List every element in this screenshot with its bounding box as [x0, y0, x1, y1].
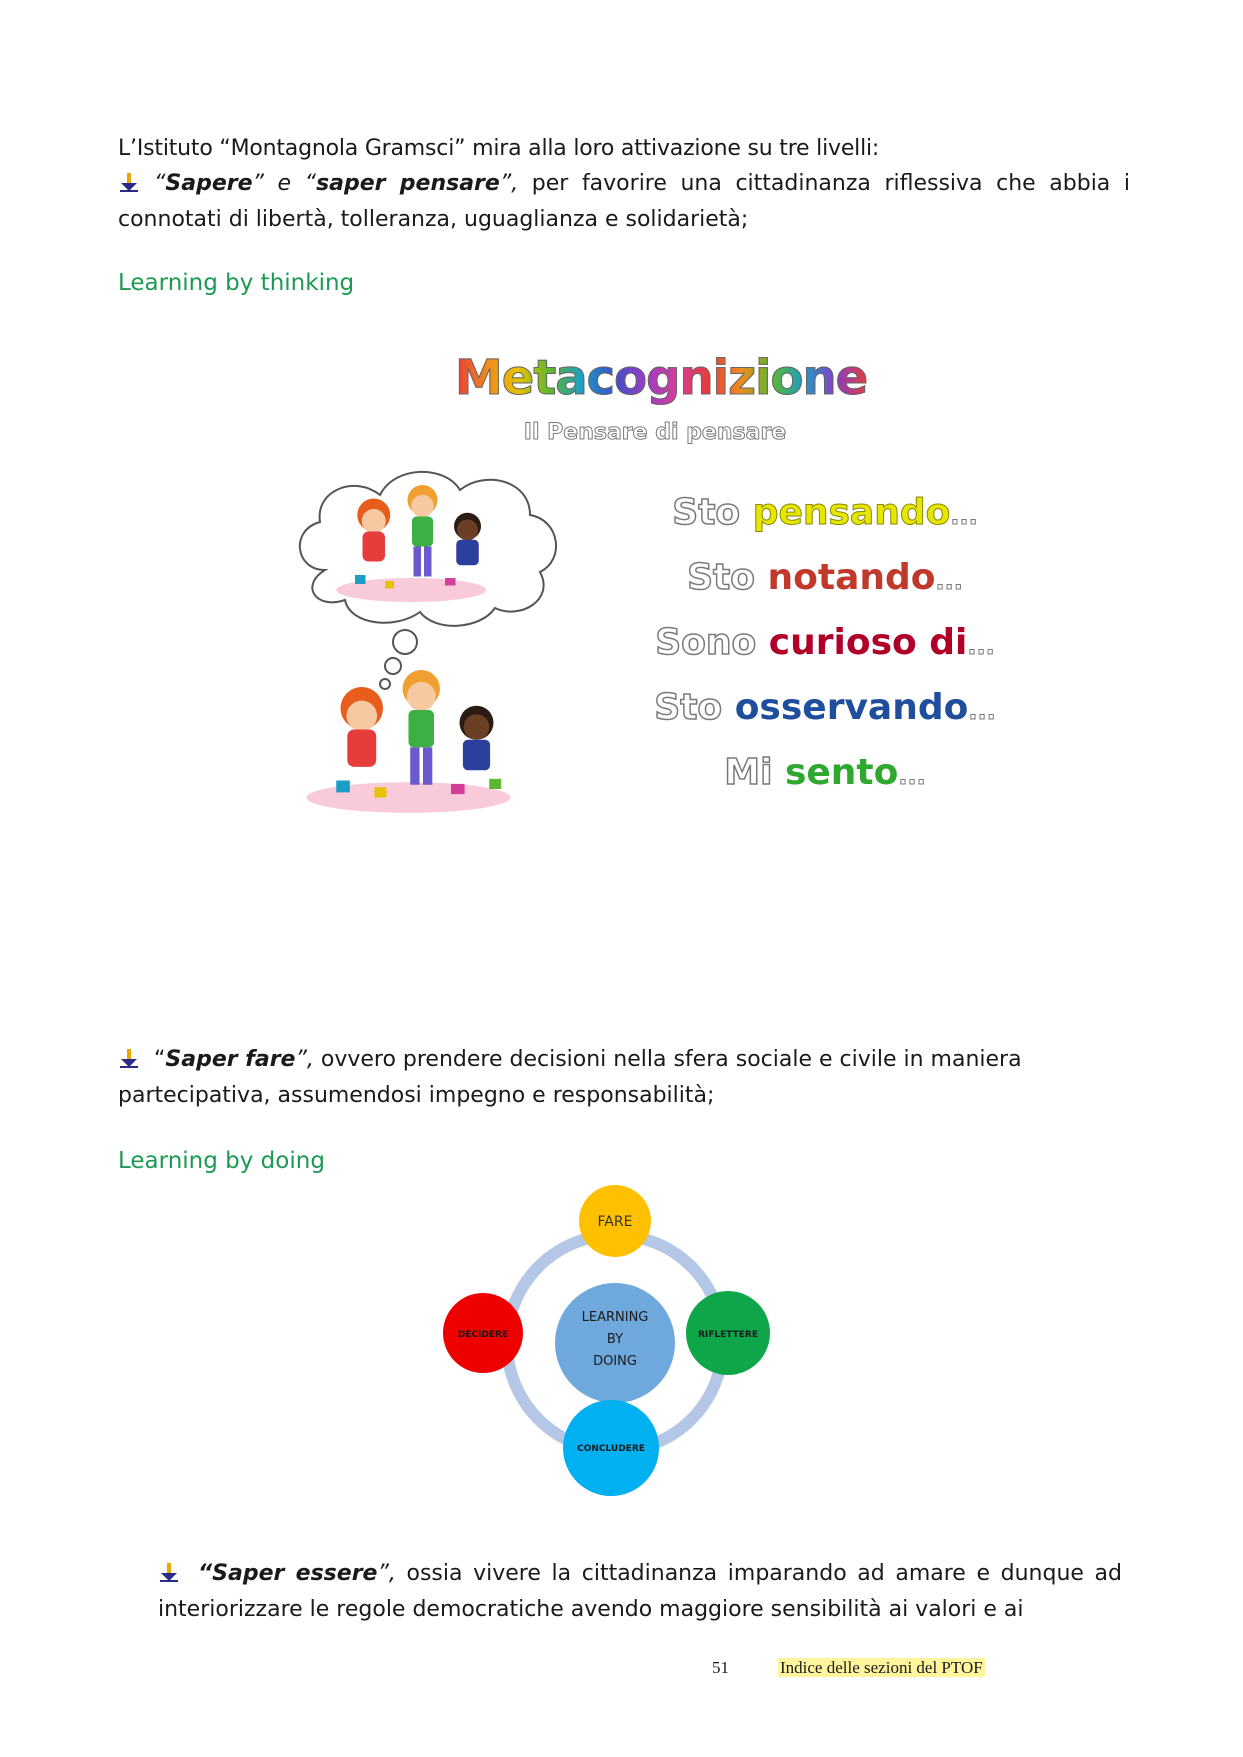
learning-by-doing-diagram: [440, 1185, 790, 1505]
heading-learning-by-doing: Learning by doing: [118, 1148, 325, 1174]
cycle-node-riflettere: [686, 1291, 770, 1375]
term-saper-pensare: saper pensare: [316, 171, 500, 196]
phrase-sento: Mi sento...: [724, 752, 926, 793]
page-number: 51: [712, 1658, 729, 1677]
cycle-node-fare: [579, 1185, 651, 1257]
arrow-bullet-icon: [118, 1047, 140, 1069]
toc-link-label[interactable]: Indice delle sezioni del PTOF: [780, 1658, 983, 1677]
cycle-center: [555, 1283, 675, 1403]
arrow-bullet-icon: [158, 1561, 180, 1583]
bullet-sapere: “Sapere” e “saper pensare”, per favorire una cittadinanza riflessiva che abbia i connotati di libertà, tolleranza, uguaglianza e solidarietà;: [118, 171, 1130, 232]
svg-text:LEARNING: LEARNING: [581, 1310, 649, 1325]
svg-text:FARE: FARE: [597, 1214, 633, 1230]
term-saper-fare: Saper fare: [165, 1047, 296, 1072]
phrase-pensando: Sto pensando...: [672, 492, 978, 533]
arrow-bullet-icon: [118, 171, 140, 193]
cycle-node-concludere: [563, 1400, 659, 1496]
metacognition-subtitle: Il Pensare di pensare: [523, 420, 787, 445]
cycle-node-decidere: [443, 1293, 523, 1373]
metacognition-title: [455, 350, 868, 406]
svg-text:BY: BY: [606, 1332, 624, 1347]
heading-learning-by-thinking: Learning by thinking: [118, 270, 355, 296]
phrase-curioso: Sono curioso di...: [655, 622, 995, 663]
term-saper-essere: “Saper essere: [198, 1561, 378, 1586]
term-sapere: Sapere: [165, 171, 253, 196]
svg-text:DECIDERE: DECIDERE: [457, 1330, 509, 1340]
svg-text:CONCLUDERE: CONCLUDERE: [577, 1444, 645, 1454]
metacognition-title-text: Metacognizione: [455, 350, 868, 406]
toc-link[interactable]: [778, 1658, 985, 1678]
bullet-saper-essere: “Saper essere”, ossia vivere la cittadinanza imparando ad amare e dunque ad interiorizzare le regole democratiche avendo maggiore sensibilità ai valori e ai: [158, 1561, 1122, 1622]
intro-paragraph: L’Istituto “Montagnola Gramsci” mira alla loro attivazione su tre livelli:: [118, 136, 880, 161]
svg-text:RIFLETTERE: RIFLETTERE: [697, 1330, 759, 1340]
kids-thinking-illustration: [285, 460, 575, 830]
phrase-notando: Sto notando...: [687, 557, 963, 598]
bullet-saper-fare: “Saper fare”, ovvero prendere decisioni nella sfera sociale e civile in maniera partecipativa, assumendosi impegno e responsabilità;: [118, 1047, 1022, 1108]
svg-text:DOING: DOING: [593, 1354, 637, 1369]
phrase-osservando: Sto osservando...: [654, 687, 996, 728]
